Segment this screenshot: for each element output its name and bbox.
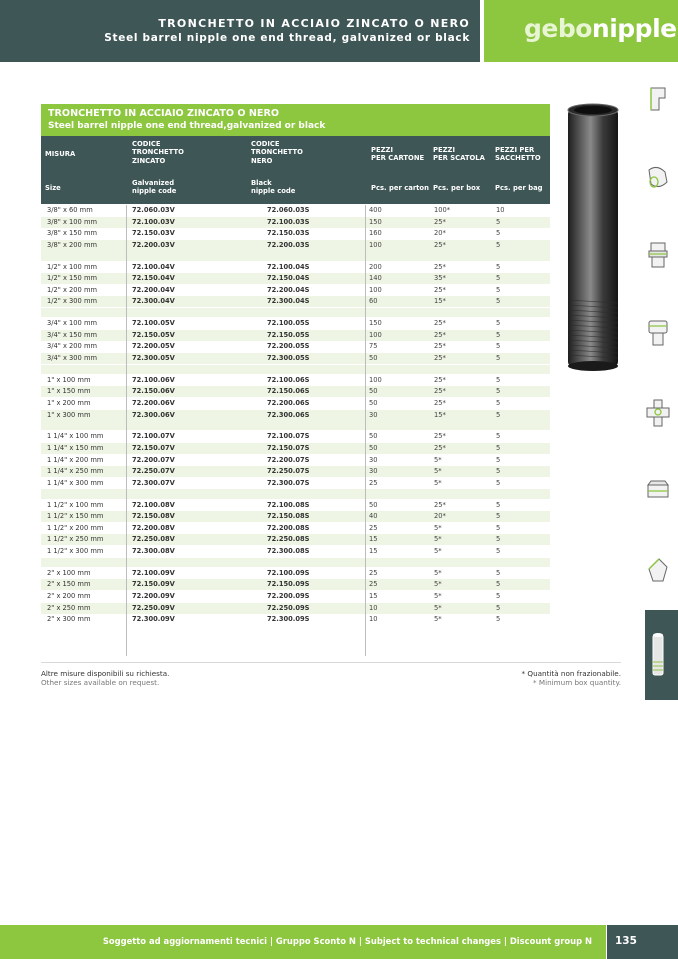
cell-galvanized-code: 72.300.06V xyxy=(132,410,175,419)
table-row xyxy=(41,511,550,522)
cell-pcs-bag: 5 xyxy=(496,512,501,521)
brand-logo xyxy=(524,14,677,43)
col-black-en-line2: nipple code xyxy=(251,187,296,196)
cell-pcs-carton: 50 xyxy=(369,399,378,407)
cell-black-code: 72.150.04S xyxy=(267,274,310,283)
cell-pcs-bag: 5 xyxy=(496,399,501,407)
side-nav-active-tab[interactable] xyxy=(645,610,678,700)
table-row xyxy=(41,591,550,602)
cell-pcs-bag: 5 xyxy=(496,285,501,294)
cell-pcs-bag: 5 xyxy=(496,547,501,555)
cell-pcs-carton: 30 xyxy=(369,410,378,419)
cell-size: 2" x 100 mm xyxy=(47,568,91,577)
table-row xyxy=(41,500,550,511)
footer-text: Soggetto ad aggiornamenti tecnici | Gruppo Sconto N | Subject to technical changes | Discount group N xyxy=(102,936,592,946)
cell-pcs-carton: 50 xyxy=(369,354,378,362)
cell-black-code: 72.150.09S xyxy=(267,580,310,589)
group-separator xyxy=(41,558,550,567)
cell-pcs-box: 20* xyxy=(434,229,446,238)
cell-pcs-box: 25* xyxy=(434,399,446,407)
cell-pcs-box: 5* xyxy=(434,615,442,624)
cell-size: 3/8" x 100 mm xyxy=(47,217,97,226)
cell-black-code: 72.250.09S xyxy=(267,603,310,612)
cell-galvanized-code: 72.300.08V xyxy=(132,547,175,555)
cell-pcs-box: 5* xyxy=(434,535,442,544)
group-separator xyxy=(41,251,550,260)
col-box-en: Pcs. per box xyxy=(433,184,481,192)
cell-size: 1 1/2" x 200 mm xyxy=(47,523,104,532)
cell-size: 2" x 150 mm xyxy=(47,580,91,589)
cell-pcs-box: 25* xyxy=(434,375,446,384)
table-row xyxy=(41,341,550,352)
col-bag-en: Pcs. per bag xyxy=(495,184,543,192)
cell-black-code: 72.150.07S xyxy=(267,444,310,452)
table-row xyxy=(41,431,550,442)
cell-pcs-carton: 100 xyxy=(369,285,382,294)
col-box-it-line2: PER SCATOLA xyxy=(433,154,485,163)
cell-black-code: 72.100.08S xyxy=(267,500,310,509)
cell-black-code: 72.200.04S xyxy=(267,285,310,294)
cell-size: 1" x 300 mm xyxy=(47,410,91,419)
brand-band xyxy=(484,0,678,62)
header-band xyxy=(0,0,480,62)
cell-size: 1 1/4" x 150 mm xyxy=(47,444,104,452)
cell-black-code: 72.200.05S xyxy=(267,342,310,351)
cell-galvanized-code: 72.200.07V xyxy=(132,455,175,464)
col-galv-it-line3: ZINCATO xyxy=(132,156,166,165)
cell-pcs-carton: 200 xyxy=(369,262,382,271)
col-galv-it-line1: CODICE xyxy=(132,140,161,148)
col-box-it-line1: PEZZI xyxy=(433,146,456,154)
col-box-it xyxy=(433,146,485,163)
page-number-box xyxy=(607,925,678,959)
col-black-it-line2: TRONCHETTO xyxy=(251,148,303,157)
cell-pcs-box: 25* xyxy=(434,500,446,509)
cell-size: 3/4" x 200 mm xyxy=(47,342,97,351)
cell-black-code: 72.300.07S xyxy=(267,478,310,487)
col-carton-it xyxy=(371,146,424,163)
cell-pcs-box: 5* xyxy=(434,580,442,589)
cell-pcs-bag: 5 xyxy=(496,217,501,226)
cell-pcs-bag: 5 xyxy=(496,319,501,328)
cell-pcs-carton: 50 xyxy=(369,500,378,509)
cell-pcs-bag: 5 xyxy=(496,432,501,441)
col-size-it: MISURA xyxy=(45,150,76,158)
cell-galvanized-code: 72.250.09V xyxy=(132,603,175,612)
cell-black-code: 72.100.05S xyxy=(267,319,310,328)
cell-black-code: 72.200.07S xyxy=(267,455,310,464)
group-separator xyxy=(41,421,550,430)
cell-black-code: 72.150.03S xyxy=(267,229,310,238)
cell-black-code: 72.300.06S xyxy=(267,410,310,419)
col-bag-it-line1: PEZZI PER xyxy=(495,146,535,154)
cell-pcs-carton: 40 xyxy=(369,512,378,521)
cell-black-code: 72.200.06S xyxy=(267,399,310,407)
cell-pcs-box: 25* xyxy=(434,330,446,339)
table-row xyxy=(41,466,550,477)
note-other-sizes-it: Altre misure disponibili su richiesta. xyxy=(41,669,170,678)
col-black-it-line3: NERO xyxy=(251,156,273,165)
cell-size: 1/2" x 200 mm xyxy=(47,285,97,294)
cell-galvanized-code: 72.250.07V xyxy=(132,467,175,476)
cell-black-code: 72.150.06S xyxy=(267,387,310,396)
brand-logo-part2: nipple xyxy=(591,14,677,43)
col-black-it-line1: CODICE xyxy=(251,140,280,148)
table-row xyxy=(41,478,550,489)
col-bag-it-line2: SACCHETTO xyxy=(495,154,541,163)
cell-galvanized-code: 72.200.08V xyxy=(132,523,175,532)
cell-size: 1 1/2" x 100 mm xyxy=(47,500,104,509)
col-carton-it-line2: PER CARTONE xyxy=(371,154,425,163)
cell-pcs-carton: 160 xyxy=(369,229,382,238)
table-divider xyxy=(126,205,127,656)
cell-size: 1" x 150 mm xyxy=(47,387,91,396)
cell-size: 1 1/2" x 250 mm xyxy=(47,535,104,544)
cell-black-code: 72.300.08S xyxy=(267,547,310,555)
table-row xyxy=(41,455,550,466)
cell-pcs-carton: 15 xyxy=(369,547,378,555)
cell-pcs-carton: 50 xyxy=(369,432,378,441)
cell-pcs-bag: 5 xyxy=(496,410,501,419)
cell-pcs-box: 25* xyxy=(434,217,446,226)
cell-black-code: 72.150.08S xyxy=(267,512,310,521)
cell-pcs-box: 25* xyxy=(434,240,446,249)
cell-size: 3/8" x 60 mm xyxy=(47,206,93,214)
group-separator xyxy=(41,489,550,498)
cell-pcs-bag: 5 xyxy=(496,444,501,452)
cell-pcs-carton: 400 xyxy=(369,206,382,214)
table-row xyxy=(41,353,550,364)
cell-galvanized-code: 72.250.08V xyxy=(132,535,175,544)
cell-pcs-box: 5* xyxy=(434,455,442,464)
barrel-nipple-icon xyxy=(651,632,665,678)
cell-pcs-box: 25* xyxy=(434,319,446,328)
cell-pcs-box: 25* xyxy=(434,262,446,271)
table-row xyxy=(41,443,550,454)
cell-pcs-carton: 150 xyxy=(369,319,382,328)
brand-logo-part1: gebo xyxy=(524,14,592,43)
cell-pcs-carton: 100 xyxy=(369,375,382,384)
note-min-qty-en: * Minimum box quantity. xyxy=(533,678,621,687)
cell-black-code: 72.100.06S xyxy=(267,375,310,384)
cell-pcs-box: 5* xyxy=(434,568,442,577)
cell-pcs-bag: 5 xyxy=(496,523,501,532)
cell-pcs-bag: 5 xyxy=(496,297,501,306)
cell-pcs-box: 5* xyxy=(434,547,442,555)
cell-pcs-bag: 5 xyxy=(496,478,501,487)
cell-pcs-box: 5* xyxy=(434,592,442,600)
col-size-en: Size xyxy=(45,184,61,192)
cell-pcs-bag: 5 xyxy=(496,455,501,464)
cell-galvanized-code: 72.150.04V xyxy=(132,274,175,283)
cell-galvanized-code: 72.200.06V xyxy=(132,399,175,407)
cell-black-code: 72.250.07S xyxy=(267,467,310,476)
note-min-qty-it: * Quantità non frazionabile. xyxy=(521,669,621,678)
cell-black-code: 72.200.03S xyxy=(267,240,310,249)
elbow-icon[interactable] xyxy=(645,84,671,114)
table-row xyxy=(41,386,550,397)
table-row xyxy=(41,398,550,409)
cell-pcs-bag: 5 xyxy=(496,240,501,249)
cell-galvanized-code: 72.150.07V xyxy=(132,444,175,452)
union-icon[interactable] xyxy=(645,475,671,505)
cell-pcs-bag: 5 xyxy=(496,262,501,271)
cell-size: 1" x 100 mm xyxy=(47,375,91,384)
barrel-nipple-photo xyxy=(562,100,624,374)
table-header xyxy=(41,136,550,204)
cell-galvanized-code: 72.300.09V xyxy=(132,615,175,624)
notes-divider xyxy=(41,662,621,663)
table-row xyxy=(41,228,550,239)
footer-band xyxy=(0,925,606,959)
cell-pcs-carton: 50 xyxy=(369,444,378,452)
cell-size: 2" x 300 mm xyxy=(47,615,91,624)
table-subtitle: Steel barrel nipple one end thread,galvanized or black xyxy=(48,121,326,131)
col-galv-en-line1: Galvanized xyxy=(132,179,175,187)
cell-pcs-carton: 100 xyxy=(369,240,382,249)
cell-pcs-box: 25* xyxy=(434,432,446,441)
cell-pcs-box: 100* xyxy=(434,206,451,214)
cell-pcs-carton: 100 xyxy=(369,330,382,339)
cell-pcs-bag: 5 xyxy=(496,535,501,544)
note-other-sizes-en: Other sizes available on request. xyxy=(41,678,160,687)
table-title: TRONCHETTO IN ACCIAIO ZINCATO O NERO xyxy=(48,108,279,119)
col-galv-en xyxy=(132,179,176,196)
cell-pcs-bag: 5 xyxy=(496,387,501,396)
hex-nipple-icon[interactable] xyxy=(645,240,671,270)
table-row xyxy=(41,568,550,579)
cell-galvanized-code: 72.150.03V xyxy=(132,229,175,238)
cell-galvanized-code: 72.150.05V xyxy=(132,330,175,339)
cell-black-code: 72.300.05S xyxy=(267,354,310,362)
cell-pcs-box: 20* xyxy=(434,512,446,521)
col-galv-en-line2: nipple code xyxy=(132,187,177,196)
cell-pcs-bag: 5 xyxy=(496,342,501,351)
cell-size: 1 1/4" x 250 mm xyxy=(47,467,104,476)
cell-galvanized-code: 72.200.05V xyxy=(132,342,175,351)
cell-pcs-carton: 60 xyxy=(369,297,378,306)
cell-black-code: 72.100.03S xyxy=(267,217,310,226)
cell-galvanized-code: 72.060.03V xyxy=(132,206,175,214)
table-row xyxy=(41,523,550,534)
col-black-en xyxy=(251,179,295,196)
cell-galvanized-code: 72.200.04V xyxy=(132,285,175,294)
cell-pcs-box: 25* xyxy=(434,342,446,351)
cell-pcs-bag: 5 xyxy=(496,580,501,589)
cell-galvanized-code: 72.100.06V xyxy=(132,375,175,384)
reducer-icon[interactable] xyxy=(645,318,671,348)
cell-pcs-bag: 5 xyxy=(496,354,501,362)
table-title-box xyxy=(41,104,550,136)
cell-pcs-box: 15* xyxy=(434,410,446,419)
cell-pcs-bag: 10 xyxy=(496,206,505,214)
table-row xyxy=(41,273,550,284)
cell-galvanized-code: 72.100.03V xyxy=(132,217,175,226)
cell-pcs-carton: 150 xyxy=(369,217,382,226)
cell-galvanized-code: 72.100.04V xyxy=(132,262,175,271)
cell-galvanized-code: 72.300.04V xyxy=(132,297,175,306)
header-title: TRONCHETTO IN ACCIAIO ZINCATO O NERO xyxy=(158,17,470,30)
cell-galvanized-code: 72.150.08V xyxy=(132,512,175,521)
cell-pcs-box: 5* xyxy=(434,603,442,612)
cell-galvanized-code: 72.100.09V xyxy=(132,568,175,577)
cell-galvanized-code: 72.300.05V xyxy=(132,354,175,362)
group-separator xyxy=(41,365,550,374)
cell-pcs-box: 25* xyxy=(434,387,446,396)
cell-pcs-carton: 25 xyxy=(369,568,378,577)
cell-size: 1 1/2" x 300 mm xyxy=(47,547,104,555)
cell-pcs-box: 35* xyxy=(434,274,446,283)
cell-galvanized-code: 72.200.03V xyxy=(132,240,175,249)
cell-black-code: 72.200.08S xyxy=(267,523,310,532)
cell-size: 1 1/4" x 200 mm xyxy=(47,455,104,464)
cell-size: 2" x 250 mm xyxy=(47,603,91,612)
table-row xyxy=(41,330,550,341)
cell-black-code: 72.300.09S xyxy=(267,615,310,624)
cell-pcs-carton: 25 xyxy=(369,478,378,487)
bend-icon[interactable] xyxy=(645,162,671,192)
cell-galvanized-code: 72.100.05V xyxy=(132,319,175,328)
cell-size: 3/8" x 150 mm xyxy=(47,229,97,238)
cell-size: 3/4" x 150 mm xyxy=(47,330,97,339)
table-row xyxy=(41,296,550,307)
table-row xyxy=(41,546,550,557)
cell-black-code: 72.100.07S xyxy=(267,432,310,441)
cell-pcs-bag: 5 xyxy=(496,592,501,600)
page-number: 135 xyxy=(615,935,637,947)
cell-pcs-carton: 75 xyxy=(369,342,378,351)
group-separator xyxy=(41,308,550,317)
cell-size: 1/2" x 300 mm xyxy=(47,297,97,306)
cell-pcs-carton: 30 xyxy=(369,455,378,464)
col-galv-it-line2: TRONCHETTO xyxy=(132,148,184,157)
cell-pcs-carton: 30 xyxy=(369,467,378,476)
cell-pcs-carton: 15 xyxy=(369,535,378,544)
header-subtitle: Steel barrel nipple one end thread, galvanized or black xyxy=(104,32,470,44)
cell-galvanized-code: 72.300.07V xyxy=(132,478,175,487)
cell-pcs-carton: 50 xyxy=(369,387,378,396)
cell-pcs-box: 25* xyxy=(434,444,446,452)
cell-black-code: 72.060.03S xyxy=(267,206,310,214)
cell-pcs-bag: 5 xyxy=(496,467,501,476)
cell-galvanized-code: 72.200.09V xyxy=(132,592,175,600)
col-black-it xyxy=(251,140,303,165)
table-row xyxy=(41,318,550,329)
cell-pcs-bag: 5 xyxy=(496,603,501,612)
cell-pcs-bag: 5 xyxy=(496,568,501,577)
cell-pcs-box: 15* xyxy=(434,297,446,306)
cell-size: 1 1/4" x 300 mm xyxy=(47,478,104,487)
cell-pcs-carton: 140 xyxy=(369,274,382,283)
cell-size: 1/2" x 100 mm xyxy=(47,262,97,271)
cell-galvanized-code: 72.100.07V xyxy=(132,432,175,441)
cell-black-code: 72.100.09S xyxy=(267,568,310,577)
cell-pcs-box: 5* xyxy=(434,523,442,532)
cell-pcs-box: 25* xyxy=(434,354,446,362)
cross-icon[interactable] xyxy=(645,398,671,428)
cell-pcs-bag: 5 xyxy=(496,330,501,339)
cell-pcs-carton: 15 xyxy=(369,592,378,600)
cell-pcs-bag: 5 xyxy=(496,500,501,509)
cell-size: 3/4" x 300 mm xyxy=(47,354,97,362)
cell-black-code: 72.300.04S xyxy=(267,297,310,306)
cell-size: 2" x 200 mm xyxy=(47,592,91,600)
cell-size: 1/2" x 150 mm xyxy=(47,274,97,283)
col-carton-en: Pcs. per carton xyxy=(371,184,429,192)
cell-pcs-carton: 10 xyxy=(369,603,378,612)
cell-pcs-box: 25* xyxy=(434,285,446,294)
cell-pcs-box: 5* xyxy=(434,467,442,476)
elbow-45-icon[interactable] xyxy=(645,555,671,585)
col-galv-it xyxy=(132,140,184,165)
cell-black-code: 72.200.09S xyxy=(267,592,310,600)
cell-galvanized-code: 72.150.06V xyxy=(132,387,175,396)
table-row xyxy=(41,579,550,590)
table-divider xyxy=(365,205,366,656)
table-row xyxy=(41,410,550,421)
table-row xyxy=(41,375,550,386)
table-row xyxy=(41,217,550,228)
cell-pcs-bag: 5 xyxy=(496,375,501,384)
cell-size: 1 1/2" x 150 mm xyxy=(47,512,104,521)
cell-pcs-bag: 5 xyxy=(496,615,501,624)
col-bag-it xyxy=(495,146,541,163)
table-row xyxy=(41,534,550,545)
table-row xyxy=(41,614,550,625)
cell-size: 1" x 200 mm xyxy=(47,399,91,407)
cell-black-code: 72.150.05S xyxy=(267,330,310,339)
col-black-en-line1: Black xyxy=(251,179,272,187)
table-row xyxy=(41,240,550,251)
table-row xyxy=(41,205,550,216)
cell-pcs-carton: 10 xyxy=(369,615,378,624)
cell-pcs-bag: 5 xyxy=(496,229,501,238)
cell-black-code: 72.100.04S xyxy=(267,262,310,271)
cell-galvanized-code: 72.100.08V xyxy=(132,500,175,509)
table-row xyxy=(41,262,550,273)
cell-size: 3/4" x 100 mm xyxy=(47,319,97,328)
cell-pcs-carton: 25 xyxy=(369,580,378,589)
table-row xyxy=(41,285,550,296)
cell-size: 1 1/4" x 100 mm xyxy=(47,432,104,441)
cell-pcs-bag: 5 xyxy=(496,274,501,283)
cell-pcs-box: 5* xyxy=(434,478,442,487)
cell-size: 3/8" x 200 mm xyxy=(47,240,97,249)
cell-pcs-carton: 25 xyxy=(369,523,378,532)
col-carton-it-line1: PEZZI xyxy=(371,146,394,154)
table-row xyxy=(41,603,550,614)
cell-galvanized-code: 72.150.09V xyxy=(132,580,175,589)
cell-black-code: 72.250.08S xyxy=(267,535,310,544)
